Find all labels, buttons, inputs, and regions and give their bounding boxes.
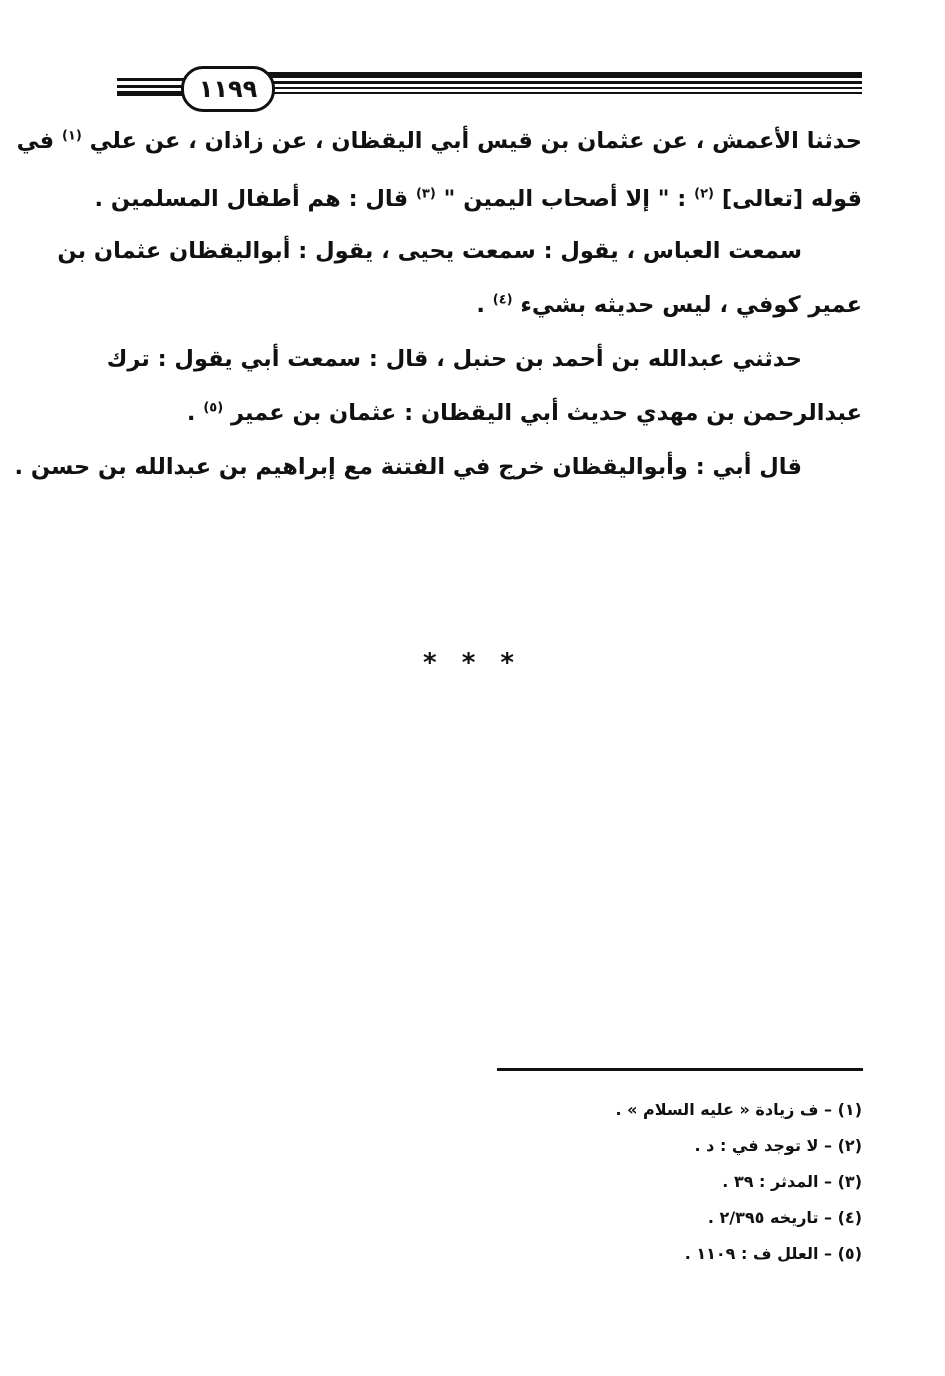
section-separator: * * * (423, 648, 522, 678)
footnote-item (615, 1134, 862, 1170)
line-text: حدثني عبدالله بن أحمد بن حنبل ، قال : سمعت أبي يقول : ترك (106, 346, 802, 372)
page-number: ١١٩٩ (181, 66, 275, 112)
line-text: حدثنا الأعمش ، عن عثمان بن قيس أبي اليقظان ، عن زاذان ، عن علي (89, 128, 862, 154)
text-line-1 (17, 128, 862, 154)
line-text: سمعت العباس ، يقول : سمعت يحيى ، يقول : أبواليقظان عثمان بن (57, 238, 802, 264)
footnote-item (615, 1098, 862, 1134)
footnote-text: تاريخه ٢/٣٩٥ . (707, 1208, 819, 1227)
footnotes (615, 1098, 862, 1278)
main-text (14, 120, 862, 500)
footnote-ref-5: (٥) (203, 400, 224, 416)
text-line-4 (476, 292, 862, 318)
text-line-5 (107, 346, 802, 372)
footnote-ref-1: (١) (61, 128, 82, 144)
footnote-number: (١) – (824, 1100, 862, 1119)
line-text: عمير كوفي ، ليس حديثه بشيء (520, 292, 862, 318)
footnote-text: ف زيادة « عليه السلام » . (615, 1100, 819, 1119)
footnote-number: (٢) – (824, 1136, 862, 1155)
line-text: قوله [تعالى] (721, 186, 862, 212)
text-line-2 (95, 186, 862, 212)
header-rule-left (117, 78, 185, 96)
footnote-ref-3: (٣) (415, 186, 436, 202)
footnote-ref-4: (٤) (492, 292, 513, 308)
line-text: . (476, 292, 485, 318)
footnote-text: لا توجد في : د . (694, 1136, 819, 1155)
line-text: قال : هم أطفال المسلمين . (94, 186, 409, 212)
footnote-rule (497, 1068, 863, 1071)
line-text: في (16, 128, 55, 154)
line-text: : " إلا أصحاب اليمين " (443, 186, 687, 212)
text-line-6 (187, 400, 862, 426)
text-line-3 (57, 238, 802, 264)
line-text: عبدالرحمن بن مهدي حديث أبي اليقظان : عثمان بن عمير (231, 400, 862, 426)
footnote-item (615, 1206, 862, 1242)
footnote-text: المدثر : ٣٩ . (722, 1172, 819, 1191)
footnote-item (615, 1242, 862, 1278)
footnote-text: العلل ف : ١١٠٩ . (684, 1244, 819, 1263)
footnote-number: (٣) – (824, 1172, 862, 1191)
header-rule-right (268, 72, 862, 94)
footnote-item (615, 1170, 862, 1206)
line-text: قال أبي : وأبواليقظان خرج في الفتنة مع إبراهيم بن عبدالله بن حسن . (14, 454, 802, 480)
text-line-7 (14, 454, 802, 480)
footnote-number: (٤) – (824, 1208, 862, 1227)
line-text: . (186, 400, 196, 426)
footnote-ref-2: (٢) (694, 186, 714, 202)
footnote-number: (٥) – (824, 1244, 862, 1263)
